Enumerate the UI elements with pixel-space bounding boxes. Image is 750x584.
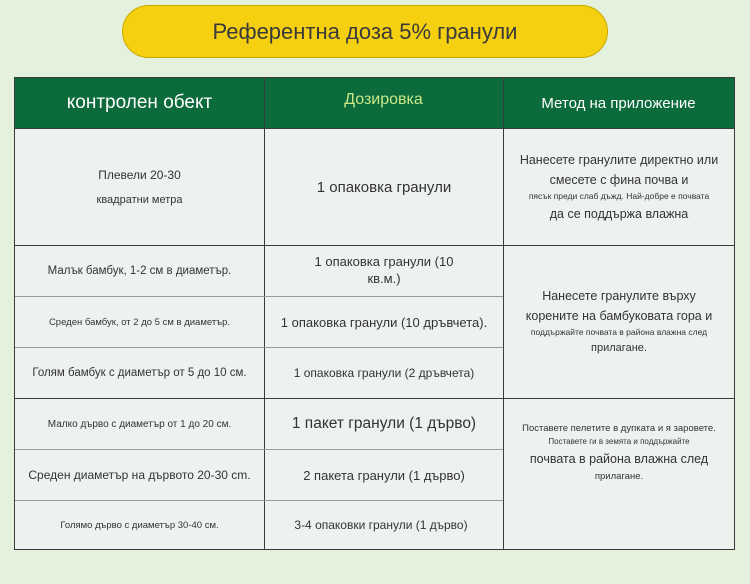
row-medium-bamboo-object-text: Среден бамбук, от 2 до 5 см в диаметър. <box>48 316 231 328</box>
row-small-tree-dosage-text: 1 пакет гранули (1 дърво) <box>291 415 477 432</box>
dosage-table <box>14 77 735 550</box>
row-weeds-dosage <box>265 129 503 245</box>
row-small-bamboo-dosage <box>265 246 503 296</box>
row-small-tree-object <box>15 399 264 449</box>
row-medium-tree-dosage <box>265 450 503 500</box>
row-small-tree-object-text: Малко дърво с диаметър от 1 до 20 см. <box>47 418 232 430</box>
row-weeds-object-line2: квадратни метра <box>96 194 183 207</box>
row-medium-bamboo-object <box>15 297 264 347</box>
header-method <box>503 78 734 128</box>
method-bamboo <box>504 246 734 398</box>
header-object <box>15 78 264 128</box>
row-small-bamboo-object <box>15 246 264 296</box>
header-dosage-label: Дозировка <box>344 91 423 108</box>
row-small-bamboo-object-text: Малък бамбук, 1-2 см в диаметър. <box>47 265 232 277</box>
method-trees-line1: Поставете пелетите в дупката и я заровете. <box>522 423 716 434</box>
method-bamboo-line2: корените на бамбуковата гора и <box>525 309 713 324</box>
method-weeds-line2: смесете с фина почва и <box>549 173 689 188</box>
method-weeds-line3: пясък преди слаб дъжд. Най-добре е почвата <box>528 191 710 202</box>
row-medium-tree-object <box>15 450 264 500</box>
row-medium-tree-object-text: Среден диаметър на дървото 20-30 cm. <box>28 468 251 482</box>
row-large-bamboo-object <box>15 348 264 398</box>
method-trees-line3: почвата в района влажна след <box>529 451 709 466</box>
method-trees-line2: Поставете ги в земята и поддържайте <box>548 437 690 447</box>
page-title <box>122 5 608 58</box>
method-trees <box>504 399 734 549</box>
method-bamboo-line4: прилагане. <box>591 342 647 354</box>
method-weeds-line4: да се поддържа влажна <box>549 206 689 221</box>
method-bamboo-line1: Нанесете гранулите върху <box>542 289 696 304</box>
header-dosage <box>264 78 503 128</box>
page-title-text: Референтна доза 5% гранули <box>212 18 518 44</box>
row-large-bamboo-object-text: Голям бамбук с диаметър от 5 до 10 см. <box>32 367 247 379</box>
row-large-tree-dosage <box>259 501 503 549</box>
row-large-tree-dosage-text: 3-4 опаковки гранули (1 дърво) <box>294 518 468 532</box>
row-weeds-dosage-text: 1 опаковка гранули <box>316 178 452 196</box>
method-trees-line4: прилагане. <box>594 470 644 482</box>
row-medium-bamboo-dosage-text: 1 опаковка гранули (10 дръвчета). <box>280 314 488 330</box>
row-large-bamboo-dosage <box>265 348 503 398</box>
method-weeds-line1: Нанесете гранулите директно или <box>519 153 719 168</box>
row-medium-bamboo-dosage <box>265 297 503 347</box>
row-small-bamboo-dosage-line1: 1 опаковка гранули (10 <box>314 254 454 270</box>
row-medium-tree-dosage-text: 2 пакета гранули (1 дърво) <box>303 467 465 483</box>
header-method-label: Метод на приложение <box>541 94 696 112</box>
row-small-tree-dosage <box>265 399 503 449</box>
row-large-tree-object <box>15 501 264 549</box>
row-large-tree-object-text: Голямо дърво с диаметър 30-40 см. <box>60 519 219 531</box>
row-small-bamboo-dosage-line2: кв.м.) <box>367 271 401 286</box>
method-weeds <box>504 129 734 245</box>
row-weeds-object-line1: Плевели 20-30 <box>98 167 181 182</box>
row-weeds-object <box>15 129 264 245</box>
header-object-label: контролен обект <box>66 92 213 113</box>
method-bamboo-line3: поддържайте почвата в района влажна след <box>530 327 708 338</box>
row-large-bamboo-dosage-text: 1 опаковка гранули (2 дръвчета) <box>293 366 475 380</box>
